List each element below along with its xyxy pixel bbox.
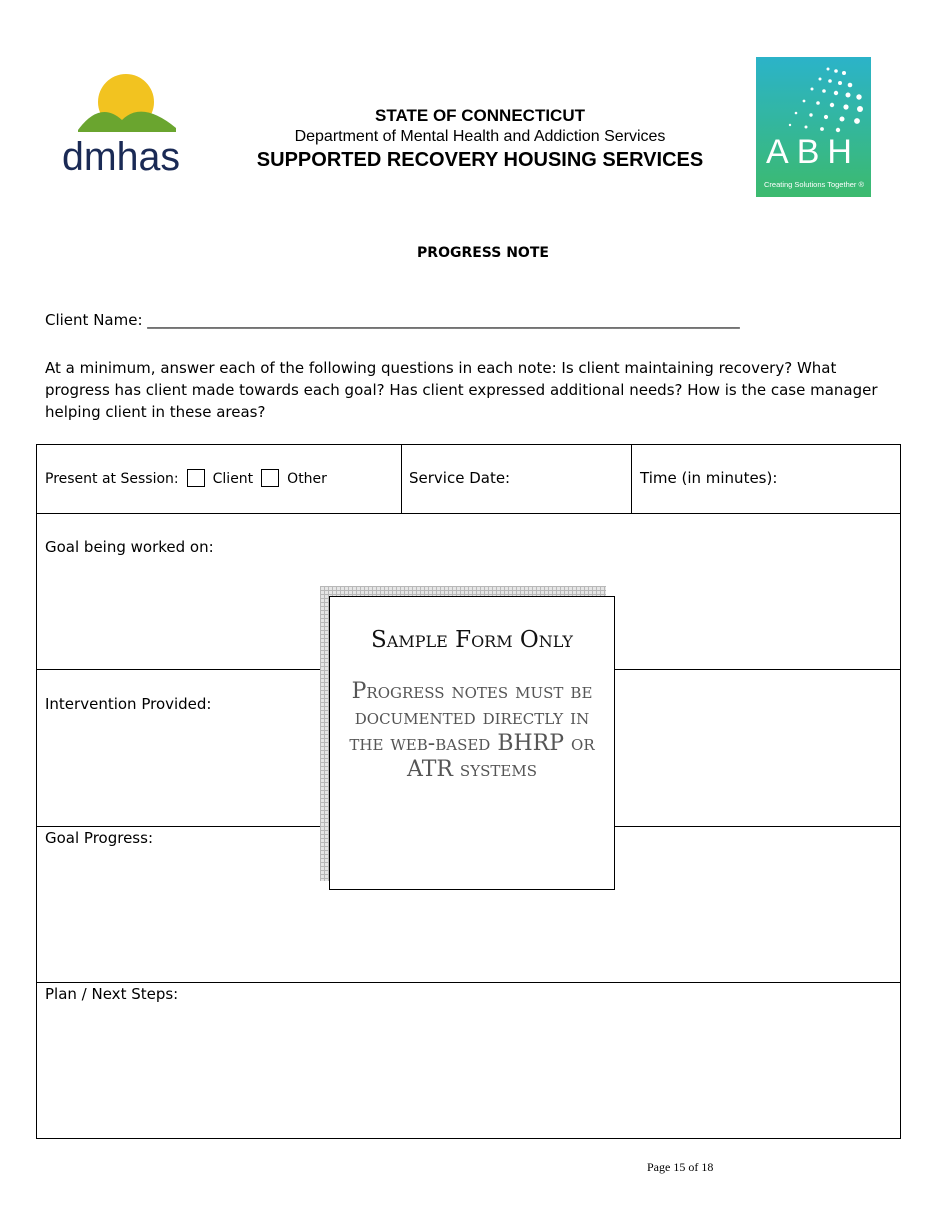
program-title: SUPPORTED RECOVERY HOUSING SERVICES: [256, 149, 704, 171]
sample-form-watermark: [329, 596, 615, 890]
watermark-message: Progress notes must be documented directly in the web-based BHRP or ATR systems: [349, 679, 595, 782]
present-at-session-cell: [45, 469, 327, 487]
client-checkbox[interactable]: [187, 469, 205, 487]
goal-progress-label[interactable]: Goal Progress:: [45, 829, 153, 847]
watermark-heading: Sample Form Only: [371, 627, 573, 653]
page-number: Page 15 of 18: [647, 1160, 714, 1174]
present-at-session-label: Present at Session:: [45, 471, 179, 487]
client-name-line: _______________________________________________________________________________: [147, 311, 740, 329]
row-divider: [37, 982, 900, 983]
row-divider: [37, 513, 900, 514]
department-name: Department of Mental Health and Addiction Services: [294, 128, 666, 145]
client-option-label: Client: [212, 471, 254, 487]
client-name-label: Client Name:: [45, 311, 148, 329]
time-minutes-label[interactable]: Time (in minutes):: [640, 469, 778, 487]
abh-tagline: Creating Solutions Together ®: [763, 180, 865, 189]
state-title: STATE OF CONNECTICUT: [375, 106, 585, 125]
col-divider: [631, 445, 632, 514]
other-checkbox[interactable]: [261, 469, 279, 487]
abh-logo: [756, 57, 871, 197]
dmhas-logo: [60, 70, 182, 176]
dmhas-logo-text: dmhas: [62, 135, 180, 176]
plan-next-steps-label[interactable]: Plan / Next Steps:: [45, 985, 179, 1003]
intervention-label[interactable]: Intervention Provided:: [45, 695, 212, 713]
service-date-label[interactable]: Service Date:: [409, 469, 511, 487]
abh-logo-text: ABH: [766, 133, 860, 171]
client-name-field[interactable]: [45, 311, 740, 329]
col-divider: [401, 445, 402, 514]
goal-label[interactable]: Goal being worked on:: [45, 538, 214, 556]
instructions-text: At a minimum, answer each of the following questions in each note: Is client maintaining recovery? What progress has client made towards each goal? Has client expressed additional needs? How is the case manager helping client in these areas?: [45, 359, 878, 421]
other-option-label: Other: [287, 471, 327, 487]
form-title: PROGRESS NOTE: [417, 245, 549, 261]
